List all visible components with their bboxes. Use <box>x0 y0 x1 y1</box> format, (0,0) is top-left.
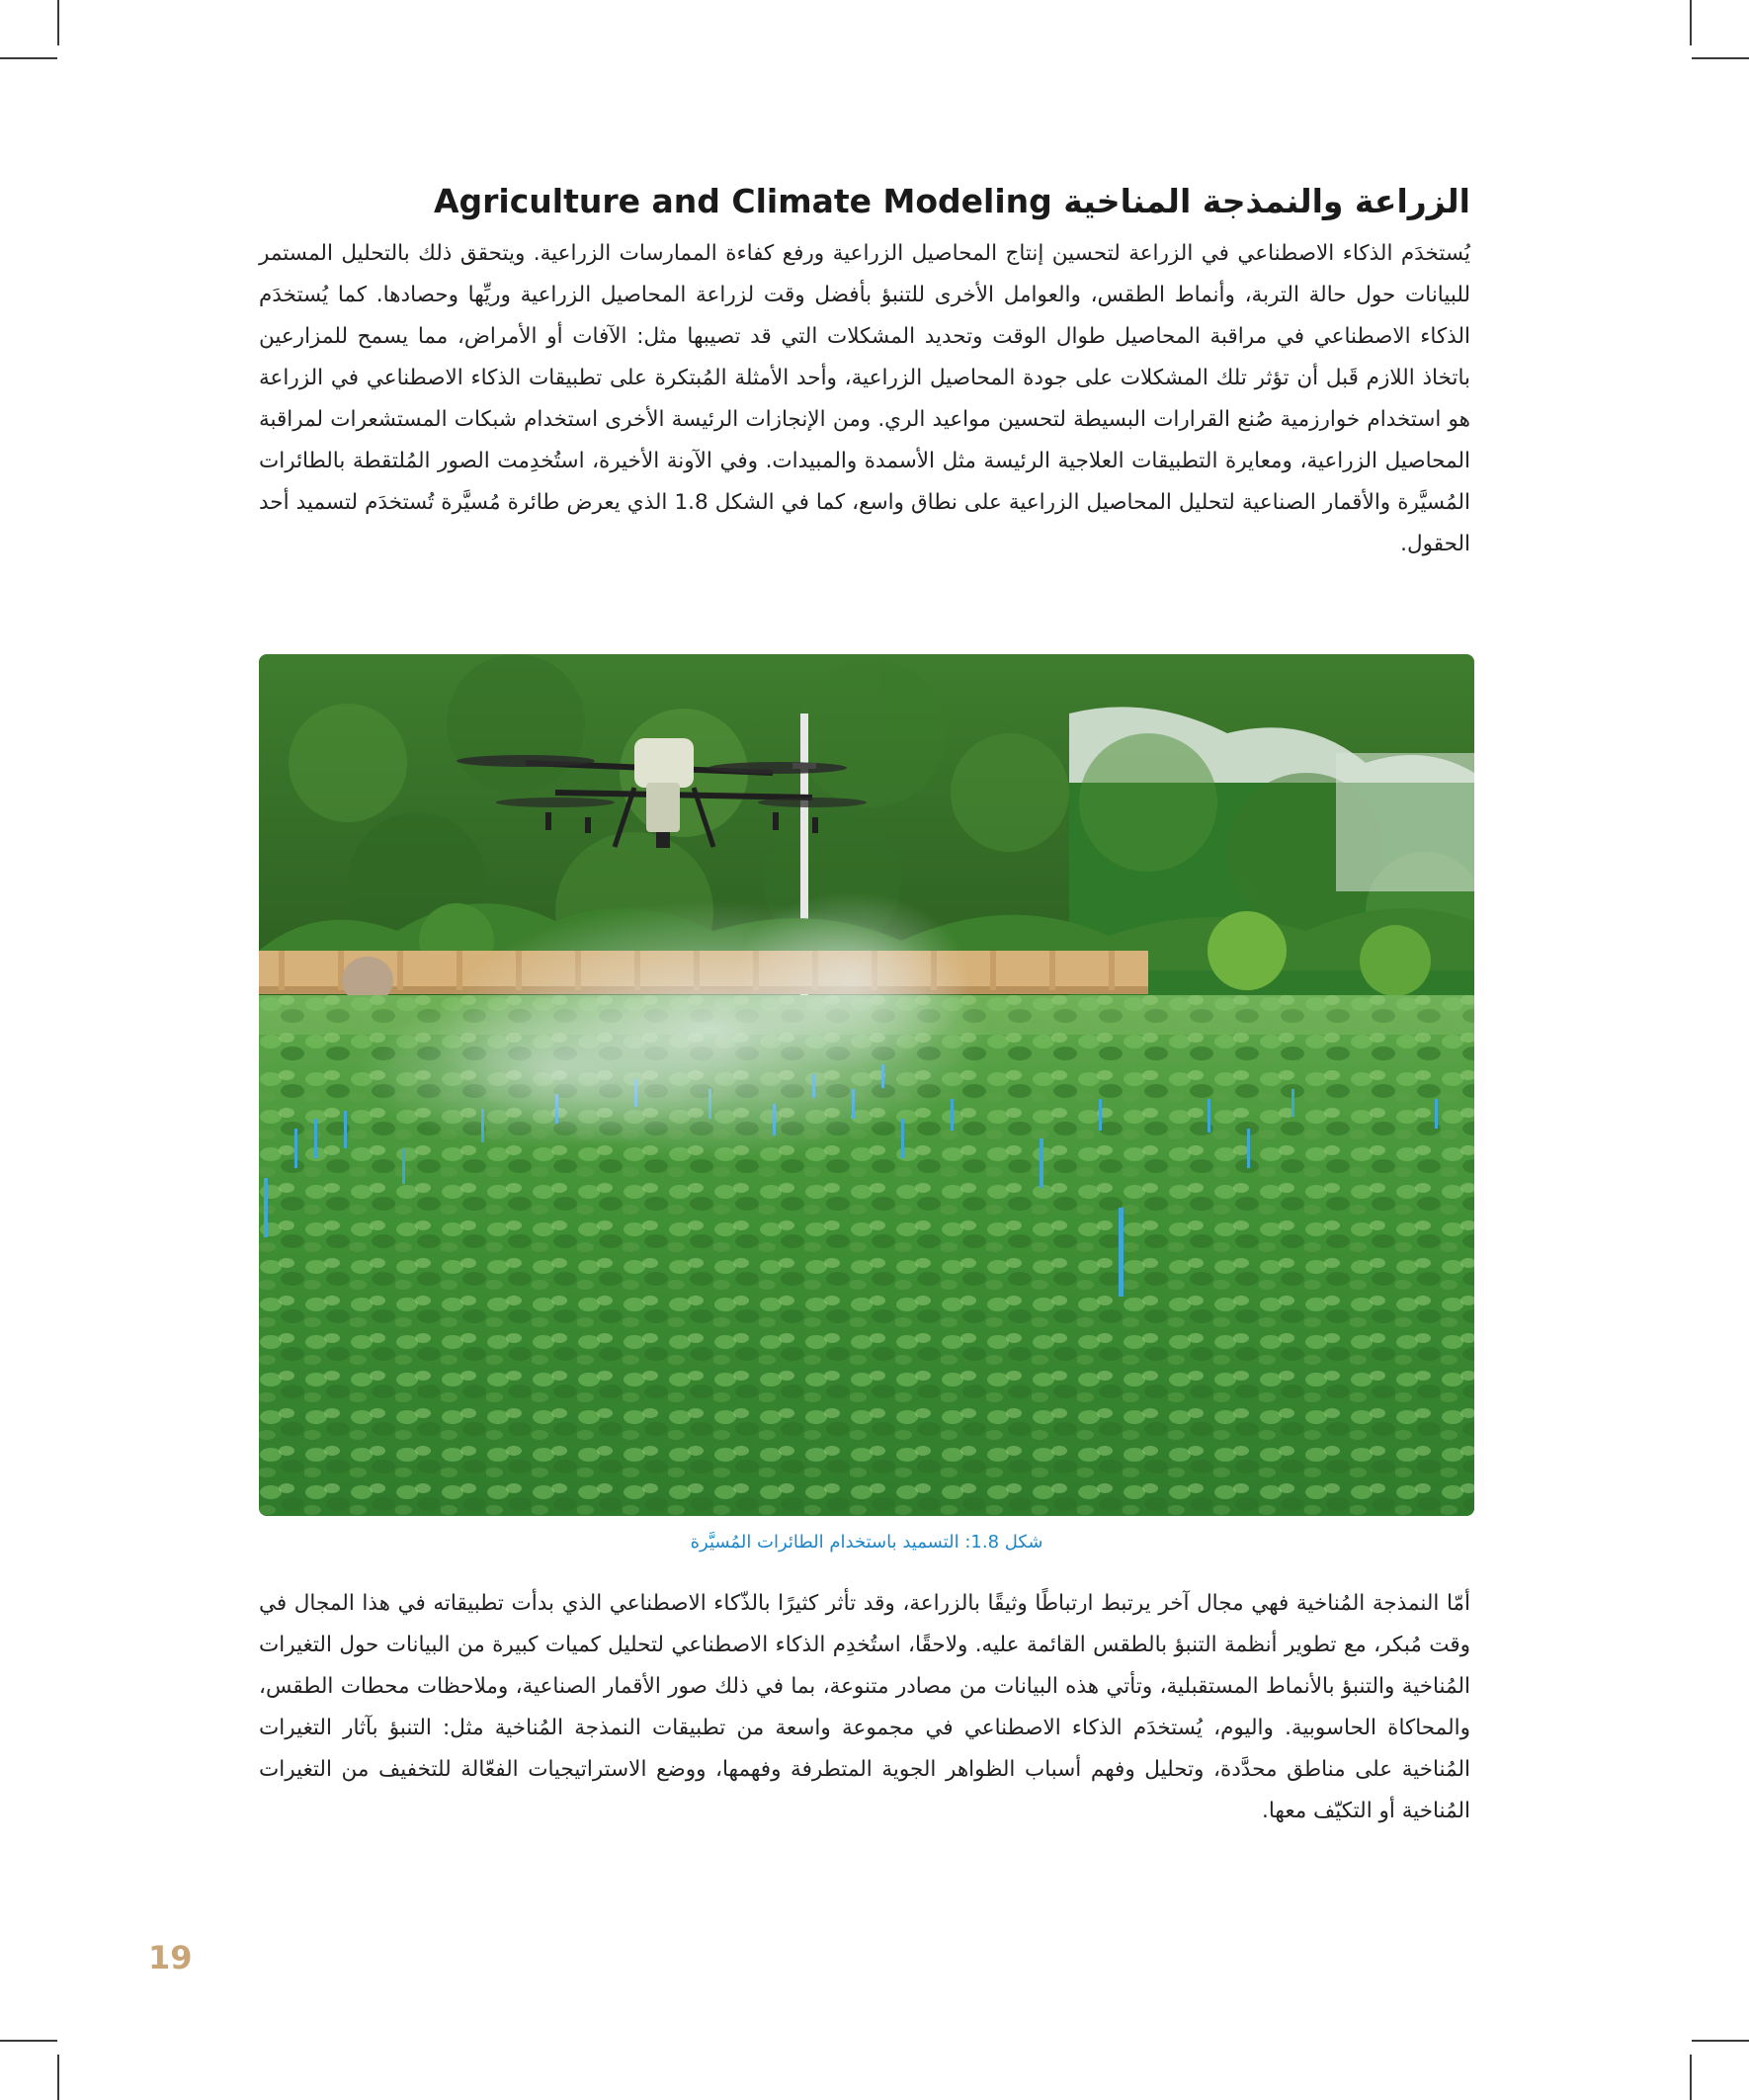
figure-drone-photo <box>259 654 1474 1516</box>
figure-caption: شكل 1.8: التسميد باستخدام الطائرات المُسيَّرة <box>690 1532 1043 1553</box>
heading-english: Agriculture and Climate Modeling <box>434 182 1052 220</box>
paragraph-climate: أمّا النمذجة المُناخية فهي مجال آخر يرتبط ارتباطًا وثيقًا بالزراعة، وقد تأثر كثيرًا بالذّكاء الاصطناعي الذي بدأت تطبيقاته في هذا المجال في وقت مُبكر، مع تطوير أنظمة التنبؤ بالطقس القائمة عليه. ولاحقًا، استُخدِم الذكاء الاصطناعي لتحليل كميات كبيرة من البيانات حول التغيرات المُناخية والتنبؤ بالأنماط المستقبلية، وتأتي هذه البيانات من مصادر متنوعة، بما في ذلك صور الأقمار الصناعية، وملاحظات محطات الطقس، والمحاكاة الحاسوبية. واليوم، يُستخدَم الذكاء الاصطناعي في مجموعة واسعة من تطبيقات النمذجة المُناخية مثل: التنبؤ بآثار التغيرات المُناخية على مناطق محدَّدة، وتحليل وفهم أسباب الظواهر الجوية المتطرفة وفهمها، ووضع الاستراتيجيات الفعّالة للتخفيف من التغيرات المُناخية أو التكيّف معها. <box>259 1591 1470 1823</box>
crop-mark <box>57 2055 59 2100</box>
heading-arabic: الزراعة والنمذجة المناخية <box>1063 182 1470 220</box>
crop-mark <box>1692 2040 1749 2042</box>
crop-mark <box>0 2040 57 2042</box>
crop-mark <box>1690 2055 1692 2100</box>
crop-mark <box>1690 0 1692 45</box>
section-heading <box>259 176 1470 227</box>
crop-mark <box>1692 57 1749 59</box>
paragraph-agriculture: يُستخدَم الذكاء الاصطناعي في الزراعة لتحسين إنتاج المحاصيل الزراعية ورفع كفاءة الممارسات الزراعية. ويتحقق ذلك بالتحليل المستمر للبيانات حول حالة التربة، وأنماط الطقس، والعوامل الأخرى للتنبؤ بأفضل وقت لزراعة المحاصيل الزراعية وريِّها وحصادها. كما يُستخدَم الذكاء الاصطناعي في مراقبة المحاصيل طوال الوقت وتحديد المشكلات التي قد تصيبها مثل: الآفات أو الأمراض، مما يسمح للمزارعين باتخاذ اللازم قَبل أن تؤثر تلك المشكلات على جودة المحاصيل الزراعية، وأحد الأمثلة المُبتكرة على تطبيقات الذكاء الاصطناعي في الزراعة هو استخدام خوارزمية صُنع القرارات البسيطة لتحسين مواعيد الري. ومن الإنجازات الرئيسة الأخرى استخدام شبكات المستشعرات لمراقبة المحاصيل الزراعية، ومعايرة التطبيقات العلاجية الرئيسة مثل الأسمدة والمبيدات. وفي الآونة الأخيرة، استُخدِمت الصور المُلتقطة بالطائرات المُسيَّرة والأقمار الصناعية لتحليل المحاصيل الزراعية على نطاق واسع، كما في الشكل 1.8 الذي يعرض طائرة مُسيَّرة تُستخدَم لتسميد أحد الحقول. <box>259 241 1471 556</box>
drone-field-illustration <box>259 654 1474 1516</box>
page-number: 19 <box>148 1939 193 1976</box>
crop-mark <box>57 0 59 45</box>
crop-mark <box>0 57 57 59</box>
